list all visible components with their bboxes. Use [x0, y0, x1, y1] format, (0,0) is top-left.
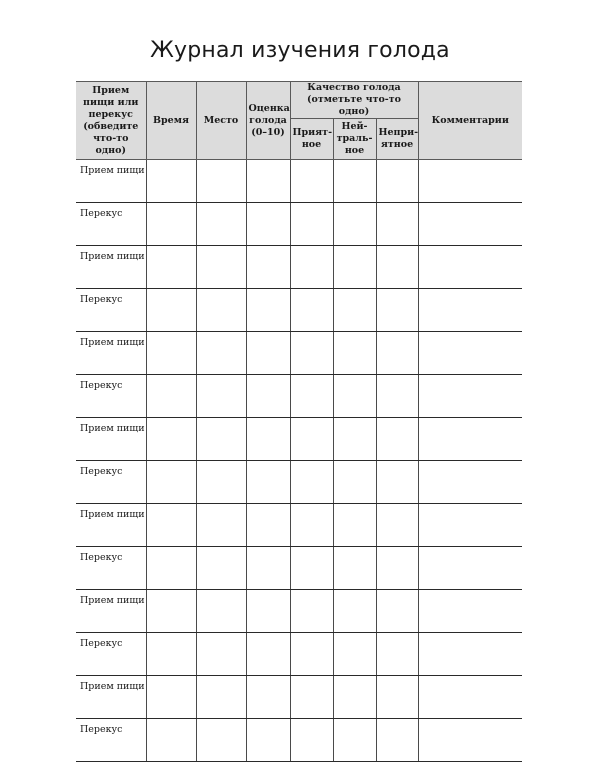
- unpleasant-cell[interactable]: [376, 719, 418, 762]
- unpleasant-cell[interactable]: [376, 461, 418, 504]
- hunger-rating-cell[interactable]: [246, 547, 290, 590]
- pleasant-cell[interactable]: [290, 160, 333, 203]
- header-quality-unpleasant: Непри- ятное: [376, 119, 418, 160]
- header-row-top: [76, 82, 522, 119]
- pleasant-cell[interactable]: [290, 418, 333, 461]
- table-row: [76, 332, 522, 375]
- place-cell[interactable]: [196, 504, 246, 547]
- time-cell[interactable]: [146, 633, 196, 676]
- header-place: Место: [196, 82, 246, 160]
- pleasant-cell[interactable]: [290, 332, 333, 375]
- table-row: [76, 590, 522, 633]
- comments-cell[interactable]: [418, 160, 522, 203]
- time-cell[interactable]: [146, 332, 196, 375]
- neutral-cell[interactable]: [333, 504, 376, 547]
- neutral-cell[interactable]: [333, 461, 376, 504]
- unpleasant-cell[interactable]: [376, 160, 418, 203]
- neutral-cell[interactable]: [333, 289, 376, 332]
- header-comments: Комментарии: [418, 82, 522, 160]
- neutral-cell[interactable]: [333, 332, 376, 375]
- time-cell[interactable]: [146, 203, 196, 246]
- row-type-label: Прием пищи: [76, 246, 146, 289]
- row-type-label: Перекус: [76, 203, 146, 246]
- place-cell[interactable]: [196, 461, 246, 504]
- place-cell[interactable]: [196, 676, 246, 719]
- pleasant-cell[interactable]: [290, 375, 333, 418]
- place-cell[interactable]: [196, 375, 246, 418]
- neutral-cell[interactable]: [333, 547, 376, 590]
- pleasant-cell[interactable]: [290, 504, 333, 547]
- time-cell[interactable]: [146, 676, 196, 719]
- time-cell[interactable]: [146, 246, 196, 289]
- hunger-log-table: [76, 81, 522, 762]
- hunger-rating-cell[interactable]: [246, 160, 290, 203]
- unpleasant-cell[interactable]: [376, 676, 418, 719]
- row-type-label: Перекус: [76, 289, 146, 332]
- table-row: [76, 547, 522, 590]
- pleasant-cell[interactable]: [290, 590, 333, 633]
- table-row: [76, 418, 522, 461]
- comments-cell[interactable]: [418, 633, 522, 676]
- place-cell[interactable]: [196, 289, 246, 332]
- pleasant-cell[interactable]: [290, 719, 333, 762]
- place-cell[interactable]: [196, 590, 246, 633]
- row-type-label: Перекус: [76, 461, 146, 504]
- comments-cell[interactable]: [418, 590, 522, 633]
- hunger-rating-cell[interactable]: [246, 289, 290, 332]
- neutral-cell[interactable]: [333, 590, 376, 633]
- comments-cell[interactable]: [418, 504, 522, 547]
- neutral-cell[interactable]: [333, 633, 376, 676]
- unpleasant-cell[interactable]: [376, 633, 418, 676]
- pleasant-cell[interactable]: [290, 246, 333, 289]
- place-cell[interactable]: [196, 418, 246, 461]
- row-type-label: Прием пищи: [76, 332, 146, 375]
- hunger-rating-cell[interactable]: [246, 461, 290, 504]
- unpleasant-cell[interactable]: [376, 375, 418, 418]
- table-row: [76, 246, 522, 289]
- neutral-cell[interactable]: [333, 246, 376, 289]
- table-row: [76, 461, 522, 504]
- table-row: [76, 676, 522, 719]
- row-type-label: Прием пищи: [76, 160, 146, 203]
- pleasant-cell[interactable]: [290, 633, 333, 676]
- comments-cell[interactable]: [418, 719, 522, 762]
- comments-cell[interactable]: [418, 375, 522, 418]
- hunger-rating-cell[interactable]: [246, 676, 290, 719]
- comments-cell[interactable]: [418, 289, 522, 332]
- place-cell[interactable]: [196, 246, 246, 289]
- place-cell[interactable]: [196, 332, 246, 375]
- neutral-cell[interactable]: [333, 160, 376, 203]
- table-row: [76, 633, 522, 676]
- time-cell[interactable]: [146, 289, 196, 332]
- unpleasant-cell[interactable]: [376, 504, 418, 547]
- place-cell[interactable]: [196, 547, 246, 590]
- table-row: [76, 719, 522, 762]
- comments-cell[interactable]: [418, 418, 522, 461]
- header-time: Время: [146, 82, 196, 160]
- comments-cell[interactable]: [418, 203, 522, 246]
- table-row: [76, 203, 522, 246]
- header-hunger-rating: Оценка голода (0–10): [246, 82, 290, 160]
- hunger-rating-cell[interactable]: [246, 246, 290, 289]
- time-cell[interactable]: [146, 590, 196, 633]
- row-type-label: Прием пищи: [76, 676, 146, 719]
- neutral-cell[interactable]: [333, 418, 376, 461]
- header-meal-or-snack: Прием пищи или перекус (обведите что-то одно): [76, 82, 146, 160]
- hunger-rating-cell[interactable]: [246, 719, 290, 762]
- pleasant-cell[interactable]: [290, 547, 333, 590]
- unpleasant-cell[interactable]: [376, 590, 418, 633]
- row-type-label: Прием пищи: [76, 418, 146, 461]
- time-cell[interactable]: [146, 547, 196, 590]
- row-type-label: Перекус: [76, 633, 146, 676]
- hunger-rating-cell[interactable]: [246, 418, 290, 461]
- time-cell[interactable]: [146, 160, 196, 203]
- unpleasant-cell[interactable]: [376, 547, 418, 590]
- pleasant-cell[interactable]: [290, 203, 333, 246]
- time-cell[interactable]: [146, 504, 196, 547]
- place-cell[interactable]: [196, 719, 246, 762]
- table-row: [76, 160, 522, 203]
- unpleasant-cell[interactable]: [376, 289, 418, 332]
- time-cell[interactable]: [146, 418, 196, 461]
- neutral-cell[interactable]: [333, 676, 376, 719]
- pleasant-cell[interactable]: [290, 676, 333, 719]
- place-cell[interactable]: [196, 633, 246, 676]
- header-quality-neutral: Ней- траль- ное: [333, 119, 376, 160]
- header-quality-pleasant: Прият- ное: [290, 119, 333, 160]
- comments-cell[interactable]: [418, 676, 522, 719]
- table-row: [76, 504, 522, 547]
- pleasant-cell[interactable]: [290, 289, 333, 332]
- unpleasant-cell[interactable]: [376, 246, 418, 289]
- comments-cell[interactable]: [418, 547, 522, 590]
- place-cell[interactable]: [196, 160, 246, 203]
- unpleasant-cell[interactable]: [376, 203, 418, 246]
- comments-cell[interactable]: [418, 246, 522, 289]
- time-cell[interactable]: [146, 461, 196, 504]
- hunger-rating-cell[interactable]: [246, 504, 290, 547]
- neutral-cell[interactable]: [333, 719, 376, 762]
- time-cell[interactable]: [146, 719, 196, 762]
- comments-cell[interactable]: [418, 461, 522, 504]
- header-hunger-quality: Качество голода (отметьте что-то одно): [290, 82, 418, 119]
- pleasant-cell[interactable]: [290, 461, 333, 504]
- place-cell[interactable]: [196, 203, 246, 246]
- neutral-cell[interactable]: [333, 375, 376, 418]
- hunger-rating-cell[interactable]: [246, 332, 290, 375]
- row-type-label: Перекус: [76, 375, 146, 418]
- table-row: [76, 289, 522, 332]
- row-type-label: Прием пищи: [76, 504, 146, 547]
- hunger-rating-cell[interactable]: [246, 375, 290, 418]
- unpleasant-cell[interactable]: [376, 332, 418, 375]
- neutral-cell[interactable]: [333, 203, 376, 246]
- hunger-rating-cell[interactable]: [246, 590, 290, 633]
- page-title: Журнал изучения голода: [150, 38, 450, 63]
- comments-cell[interactable]: [418, 332, 522, 375]
- row-type-label: Перекус: [76, 719, 146, 762]
- time-cell[interactable]: [146, 375, 196, 418]
- table-row: [76, 375, 522, 418]
- unpleasant-cell[interactable]: [376, 418, 418, 461]
- row-type-label: Перекус: [76, 547, 146, 590]
- hunger-rating-cell[interactable]: [246, 203, 290, 246]
- hunger-rating-cell[interactable]: [246, 633, 290, 676]
- row-type-label: Прием пищи: [76, 590, 146, 633]
